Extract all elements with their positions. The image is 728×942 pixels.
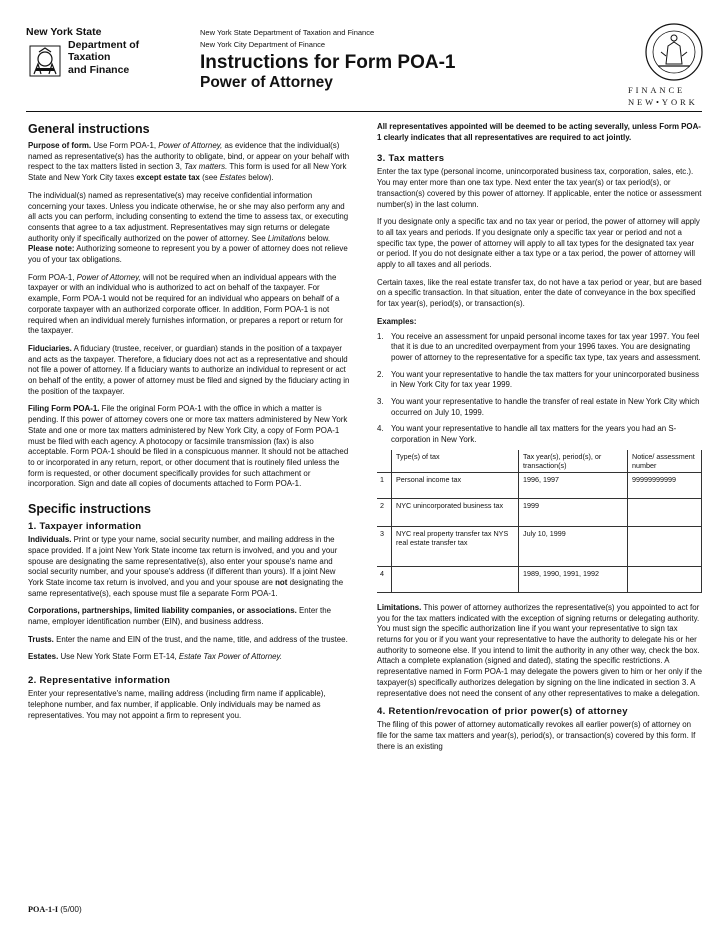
table-cell [377,450,392,473]
example-item [377,424,702,445]
form-id: POA-1-I [28,905,59,914]
example-item [377,397,702,418]
row-number: 3 [377,526,392,566]
example-text: You want your representative to handle the tax matters for your unincorporated business in New York City for tax year 1999. [391,369,700,390]
general-instructions-heading: General instructions [28,122,150,136]
examples-label: Examples: [377,316,417,326]
header-divider [26,111,702,112]
revocation-paragraph: The filing of this power of attorney automatically revokes all earlier power(s) of attorney on file for the same tax matters and year(s), period(s), or transaction(s) covered by this form. If there is an existing [377,720,696,751]
purpose-paragraph: Purpose of form. Use Form POA-1, Power of Attorney, as evidence that the individual(s) named as representative(s) has the authority to obligate, bind, or appear on your behalf with respect to the tax matters listed in section 3, Tax matters. This form is used for all New York State and New York City taxes except estate tax (see Estates below). [28,141,350,183]
section-3-heading: 3. Tax matters [377,153,445,165]
right-column [377,122,702,759]
table-row [377,498,702,526]
tax-matters-paragraph-1: Enter the tax type (personal income, unincorporated business tax, corporation, sales, etc.). You may enter more than one tax type. Next enter the tax year(s) or tax period(s), or transaction(s) covered by this power of attorney. If applicable, enter the notice or assessment number(s) in the last column. [377,167,702,209]
severally-paragraph: All representatives appointed will be deemed to be acting severally, unless Form POA-1 clearly indicates that all representatives are required to act jointly. [377,122,701,142]
representative-paragraph: Enter your representative's name, mailing address (including firm name if applicable), telephone number, and fax number, if applicable. Only individuals may be named as representatives. You may not appoint a firm to represent you. [28,689,326,720]
tax-matters-paragraph-2: If you designate only a specific tax and no tax year or period, the power of attorney will apply to all tax years and periods. If you designate only a specific tax year or period and not a specific tax type, the power of attorney will apply to all tax types for the designated tax year or period. If you do not designate either a tax type or a tax period, the power of attorney will apply to all taxes and all periods. [377,217,700,270]
table-header-cell: Type(s) of tax [392,450,519,473]
limitations-paragraph: Limitations. This power of attorney authorizes the representative(s) you appointed to act for you for the tax matters indicated with the exception of signing returns or delegating authority. You must sign the specific authorization line if you want your representative to sign tax returns for you or if you want your representative to have the authority to delegate his or her authority to someone else. If you intend to limit the authority in any other way, check the box. Attach a complete explanation (signed and dated), stating the specific restrictions. A representative named in Form POA-1 may delegate the powers given to him or her only if the taxpayer(s) specifically authorizes delegation by signing on the line indicated in section 3. A representative does not need the consent of any other representatives to make a delegation. [377,602,702,698]
example-text: You want your representative to handle the transfer of real estate in New York City which occurred on July 10, 1999. [391,397,700,417]
table-cell [628,498,702,526]
page-subtitle: Power of Attorney [200,74,333,91]
page-title: Instructions for Form POA-1 [200,52,456,73]
corporations-paragraph: Corporations, partnerships, limited liability companies, or associations. Enter the name, employer identification number (EIN), and business address. [28,606,332,627]
example-text: You want your representative to handle all tax matters for the years you had an S-corporation in New York. [391,424,677,445]
form-footer [28,905,82,914]
not-required-paragraph: Form POA-1, Power of Attorney, will not be required when an individual appears with the taxpayer or with an individual who is authorized to act on behalf of the taxpayer. For example, Form POA-1 would not be required for an individual who appears on behalf of a corporate taxpayer with an authorized corporate officer. In addition, Form POA-1 is not required when an individual merely furnishes information, or prepares a report or return for the taxpayer. [28,272,343,336]
table-cell: July 10, 1999 [519,526,628,566]
section-1-heading: 1. Taxpayer information [28,521,142,533]
new-york-word: NEW•YORK [628,97,698,107]
table-cell [392,566,519,592]
example-item [377,370,702,391]
table-cell: NYC real property transfer tax NYS real estate transfer tax [392,526,519,566]
example-number: 2. [377,369,384,379]
agency-line: New York State [26,26,102,38]
example-number: 3. [377,397,384,407]
row-number: 2 [377,498,392,526]
table-header-cell: Notice/ assessment number [628,450,702,473]
estates-paragraph: Estates. Use New York State Form ET-14, Estate Tax Power of Attorney. [28,652,283,662]
agency-line: and Finance [68,63,130,76]
table-row [377,526,702,566]
fiduciaries-paragraph: Fiduciaries. A fiduciary (trustee, receiver, or guardian) stands in the position of a taxpayer and acts as the taxpayer. Therefore, a fiduciary does not act as a representative and should not file a power of attorney. If a fiduciary wants to authorize an individual to represent or act on behalf of the entity, a power of attorney must be filed and signed by the fiduciary acting in the position of the taxpayer. [28,343,350,396]
tax-matters-table [377,450,702,593]
row-number: 4 [377,566,392,592]
table-cell: 1999 [519,498,628,526]
table-cell [628,566,702,592]
department-lines [200,27,374,50]
example-number: 4. [377,424,384,434]
filing-paragraph: Filing Form POA-1. File the original Form POA-1 with the office in which a matter is pending. If this power of attorney covers one or more tax matters administered by New York State and one or more tax matters administered by New York City, a copy of Form POA-1 must be filed with each agency. A photocopy or facsimile transmission (fax) is also acceptable. Form POA-1 should be filed in a conspicuous manner. It should not be attached to or incorporated in any return, report, or other document that is routinely filed unless the form is requested, or other document specifically provides for such attachment or incorporation. Sign and date all copies of documents attached to Form POA-1. [28,404,349,489]
confidential-paragraph: The individual(s) named as representative(s) may receive confidential information concerning your taxes. Unless you indicate otherwise, he or she may also perform any and all acts you can perform, including consenting to extend the time to assess tax, or executing consents that agree to a tax adjustment. Representatives may sign returns or delegate authority only if specifically authorized on the power of attorney. See Limitations below. Please note: Authorizing someone to represent you by a power of attorney does not relieve you of your tax obligations. [28,190,349,265]
form-date: (5/00) [58,905,82,914]
trusts-paragraph: Trusts. Enter the name and EIN of the trust, and the name, title, and address of the trustee. [28,634,348,644]
nyc-finance-logo-text [628,84,708,108]
finance-word: FINANCE [628,85,686,95]
table-cell: 1996, 1997 [519,472,628,498]
nys-seal-icon [28,44,62,78]
example-number: 1. [377,331,384,341]
table-header-cell: Tax year(s), period(s), or transaction(s) [519,450,628,473]
table-cell: 99999999999 [628,472,702,498]
section-4-heading: 4. Retention/revocation of prior power(s) of attorney [377,706,628,718]
table-header-row [377,450,702,473]
table-row [377,566,702,592]
row-number: 1 [377,472,392,498]
table-row [377,472,702,498]
tax-matters-paragraph-3: Certain taxes, like the real estate transfer tax, do not have a tax period or year, but are based on a specific transaction. In that situation, enter the date of conveyance in the box specified for tax year(s), period(s), or transaction(s). [377,277,702,309]
agency-line: Department of [68,38,140,51]
table-cell: Personal income tax [392,472,519,498]
agency-line: Taxation [68,51,111,63]
individuals-paragraph: Individuals. Print or type your name, social security number, and mailing address in the space provided. If a joint New York State income tax return is involved, and you and your spouse are designating the same representative(s), also enter your spouse's name and social security number, and your spouse's address (if different than yours). If a joint New York State income tax return is involved, and you and your spouse are not designating the same representative(s), each spouse must file a separate Form POA-1. [28,535,344,598]
nyc-seal-icon [644,22,704,82]
example-text: You receive an assessment for unpaid personal income taxes for tax year 1997. You feel that it is due to an uncredited overpayment from your 1996 taxes. You are designating power of attorney to the representative for a specific tax type, tax years and assessment. [391,331,701,362]
specific-instructions-heading: Specific instructions [28,502,151,517]
dept-line-city: New York City Department of Finance [200,39,326,49]
table-cell: NYC unincorporated business tax [392,498,519,526]
left-column [28,122,350,728]
dept-line-state: New York State Department of Taxation and Finance [200,28,375,37]
section-2-heading: 2. Representative information [28,675,171,687]
table-cell: 1989, 1990, 1991, 1992 [519,566,628,592]
example-item [377,332,702,364]
table-cell [628,526,702,566]
